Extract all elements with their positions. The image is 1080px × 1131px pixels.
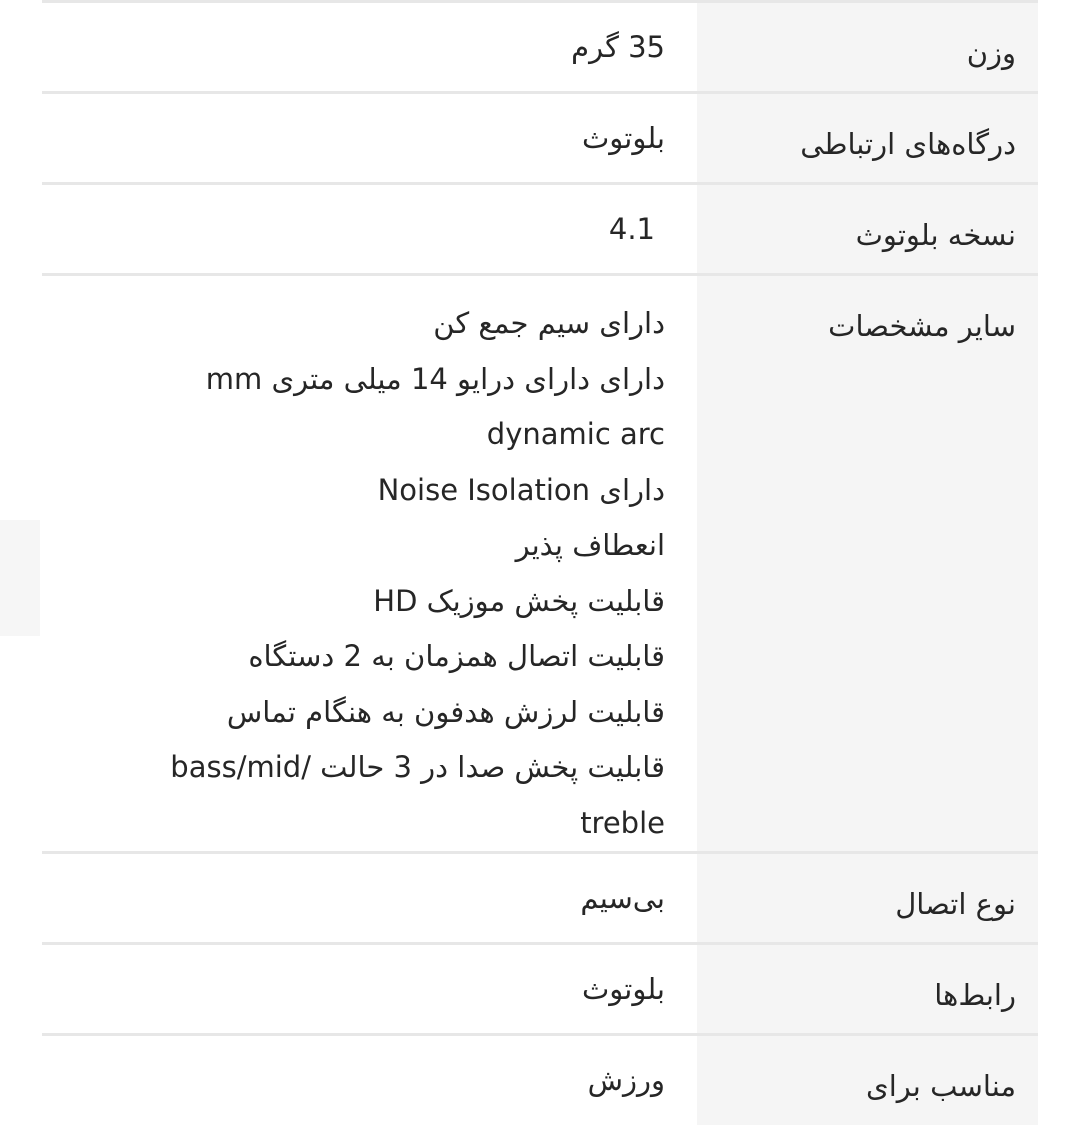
spec-label: وزن (697, 3, 1038, 91)
spec-value: ورزش (587, 1063, 665, 1097)
feature-line: treble (580, 805, 665, 840)
feature-line: قابلیت پخش صدا در 3 حالت /bass/mid (170, 750, 665, 784)
feature-line: قابلیت لرزش هدفون به هنگام تماس (226, 694, 665, 729)
spec-label: نسخه بلوتوث (697, 185, 1038, 273)
feature-line: انعطاف پذیر (515, 528, 665, 562)
feature-line: قابلیت پخش موزیک HD (373, 583, 665, 618)
spec-label: رابط‌ها (697, 945, 1038, 1033)
spec-row-weight (42, 0, 1038, 94)
feature-line: dynamic arc (486, 417, 665, 451)
side-panel-tab[interactable] (0, 520, 40, 636)
feature-line: دارای سیم جمع کن (433, 306, 665, 340)
feature-line: قابلیت اتصال همزمان به 2 دستگاه (248, 639, 665, 673)
feature-line: دارای Noise Isolation (377, 472, 665, 507)
spec-row-bluetooth-version (42, 185, 1038, 276)
spec-row-interfaces (42, 945, 1038, 1036)
spec-row-ports (42, 94, 1038, 185)
spec-row-other-features (42, 276, 1038, 854)
spec-table (42, 0, 1038, 1125)
spec-value: بی‌سیم (580, 881, 665, 915)
spec-row-connection-type (42, 854, 1038, 945)
spec-value: 35 گرم (571, 30, 665, 64)
spec-label: درگاه‌های ارتباطی (697, 94, 1038, 182)
spec-label: نوع اتصال (697, 854, 1038, 942)
spec-value: بلوتوث (581, 121, 665, 155)
spec-label: مناسب برای (697, 1036, 1038, 1125)
spec-value: بلوتوث (581, 972, 665, 1006)
feature-line: دارای دارای درایو 14 میلی متری mm (205, 361, 665, 396)
spec-value-list (42, 276, 697, 851)
spec-row-suitable-for (42, 1036, 1038, 1125)
spec-value: 4.1 (608, 212, 655, 246)
spec-label: سایر مشخصات (697, 276, 1038, 851)
